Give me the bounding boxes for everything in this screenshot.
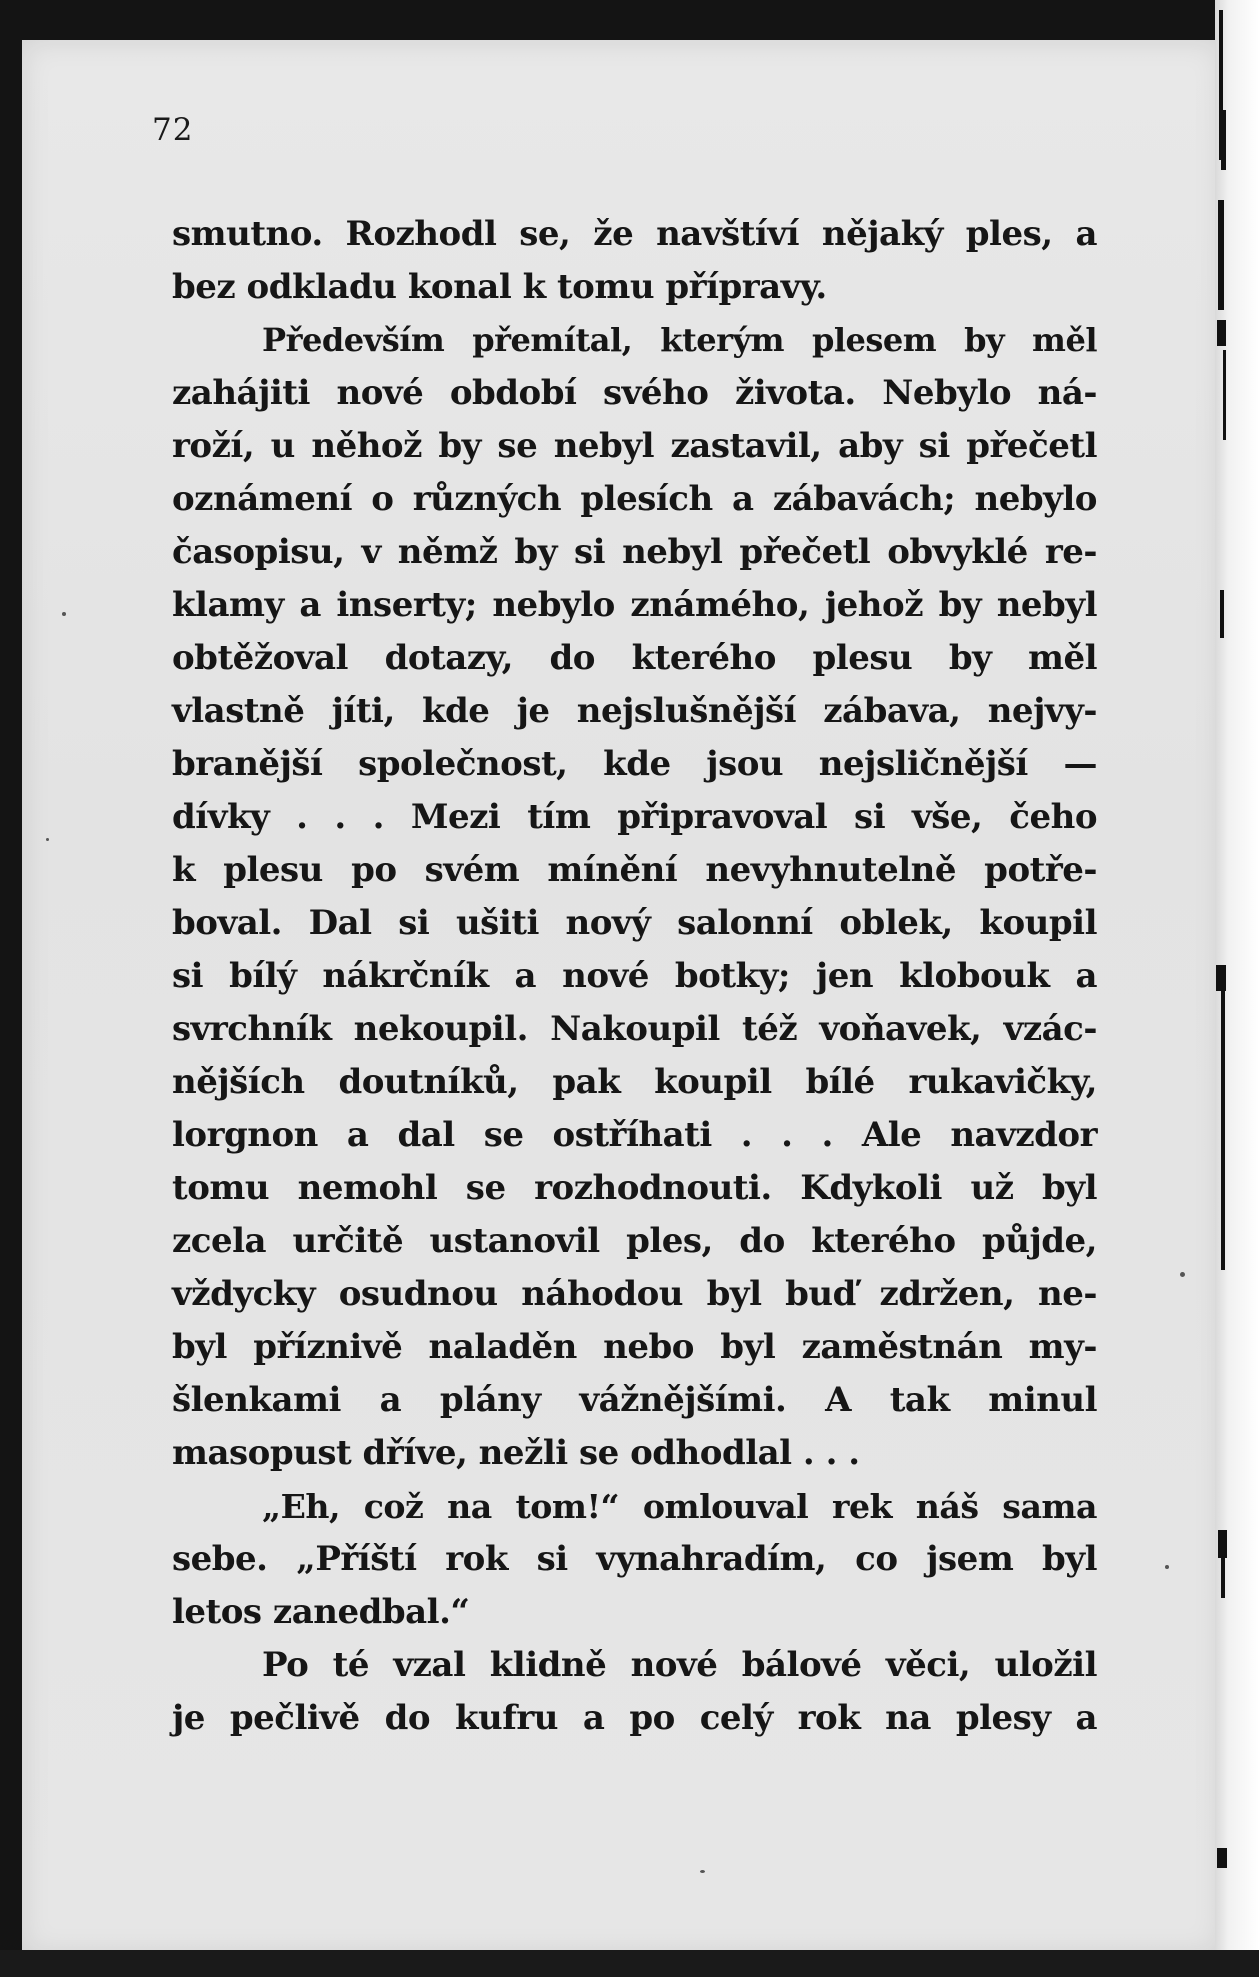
- paper-speck: [1180, 1272, 1185, 1277]
- text-line: bez odkladu konal k tomu přípravy.: [172, 267, 827, 307]
- body-text: [172, 208, 1097, 1745]
- text-line: dívky . . . Mezi tím připravoval si vše, čeho: [172, 797, 1097, 837]
- text-line: „Eh, což na tom!“ omlouval rek náš sama: [262, 1487, 1097, 1526]
- text-line: nějších doutníků, pak koupil bílé rukavičky,: [172, 1062, 1097, 1102]
- text-line: boval. Dal si ušiti nový salonní oblek, koupil: [172, 903, 1097, 943]
- paper-speck: [62, 612, 66, 616]
- edge-mark: [1220, 590, 1224, 638]
- text-line: byl příznivě naladěn nebo byl zaměstnán my-: [172, 1327, 1097, 1367]
- edge-mark: [1216, 965, 1226, 991]
- text-line: tomu nemohl se rozhodnouti. Kdykoli už byl: [172, 1168, 1097, 1208]
- edge-mark: [1221, 990, 1225, 1270]
- edge-mark: [1221, 110, 1226, 170]
- text-line: letos zanedbal.“: [172, 1592, 470, 1632]
- text-line: Po té vzal klidně nové bálové věci, uložil: [262, 1645, 1097, 1685]
- text-line: šlenkami a plány vážnějšími. A tak minul: [172, 1380, 1097, 1420]
- text-line: oznámení o různých plesích a zábavách; nebylo: [172, 479, 1097, 519]
- paper-speck: [700, 1870, 705, 1873]
- edge-mark: [1217, 320, 1226, 346]
- text-line: k plesu po svém mínění nevyhnutelně potře-: [172, 850, 1097, 890]
- text-line: vždycky osudnou náhodou byl buď zdržen, ne-: [172, 1274, 1097, 1314]
- text-line: branější společnost, kde jsou nejsličnější —: [172, 744, 1097, 784]
- text-line: zahájiti nové období svého života. Nebylo ná-: [172, 373, 1097, 413]
- text-line: obtěžoval dotazy, do kterého plesu by měl: [172, 638, 1097, 678]
- text-line: sebe. „Příští rok si vynahradím, co jsem byl: [172, 1539, 1097, 1579]
- text-line: je pečlivě do kufru a po celý rok na plesy a: [172, 1698, 1097, 1738]
- paper-speck: [1165, 1565, 1169, 1569]
- text-line: svrchník nekoupil. Nakoupil též voňavek, vzác-: [172, 1009, 1097, 1049]
- text-line: lorgnon a dal se ostříhati . . . Ale navzdor: [172, 1115, 1097, 1155]
- text-line: Především přemítal, kterým plesem by měl: [262, 321, 1097, 359]
- edge-mark: [1221, 1558, 1225, 1598]
- edge-mark: [1217, 1848, 1227, 1868]
- scan-top-border: [0, 0, 1259, 44]
- text-line: roží, u něhož by se nebyl zastavil, aby si přečetl: [172, 426, 1097, 466]
- text-line: časopisu, v němž by si nebyl přečetl obvyklé re-: [172, 532, 1097, 572]
- text-line: vlastně jíti, kde je nejslušnější zábava, nejvy-: [172, 691, 1097, 731]
- scan-bottom-border: [0, 1950, 1259, 1977]
- text-line: si bílý nákrčník a nové botky; jen klobouk a: [172, 956, 1097, 996]
- scan-left-border: [0, 0, 22, 1977]
- paper-speck: [46, 838, 49, 841]
- edge-mark: [1223, 350, 1226, 440]
- page-right-edge: [1215, 0, 1259, 1977]
- edge-mark: [1218, 200, 1224, 310]
- text-line: klamy a inserty; nebylo známého, jehož by nebyl: [172, 585, 1097, 625]
- text-line: masopust dříve, nežli se odhodlal . . .: [172, 1433, 860, 1473]
- text-line: smutno. Rozhodl se, že navštíví nějaký ples, a: [172, 214, 1097, 254]
- edge-mark: [1218, 1530, 1227, 1558]
- page-number: 72: [152, 112, 194, 148]
- text-line: zcela určitě ustanovil ples, do kterého půjde,: [172, 1221, 1097, 1261]
